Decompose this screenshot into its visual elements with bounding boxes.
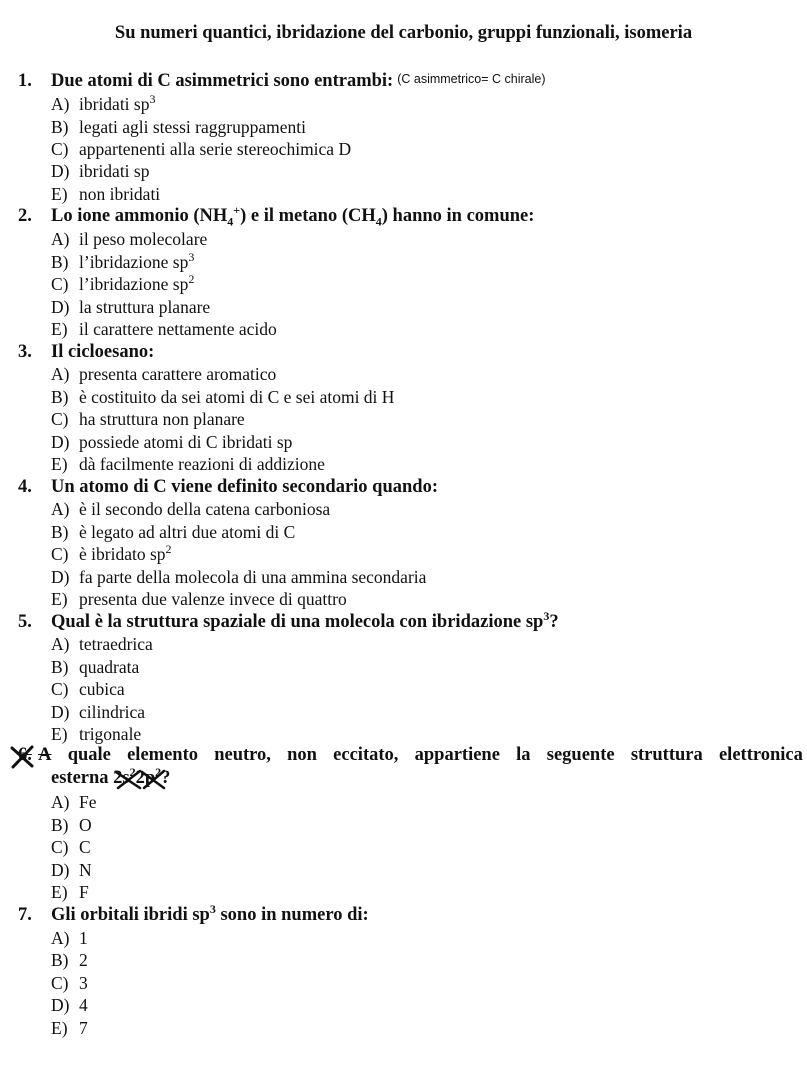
option-2a: A) il peso molecolare bbox=[51, 229, 208, 249]
page-title: Su numeri quantici, ibridazione del carbonio, gruppi funzionali, isomeria bbox=[114, 23, 693, 43]
option-6a: A) Fe bbox=[51, 792, 97, 812]
question-7: 7. Gli orbitali ibridi $sp^3$ sono in numero di: bbox=[18, 901, 369, 925]
option-5a: A) tetraedrica bbox=[51, 634, 153, 654]
option-3a: A) presenta carattere aromatico bbox=[51, 364, 277, 384]
option-7c: C) 3 bbox=[51, 973, 88, 993]
option-6d: D) N bbox=[51, 860, 92, 880]
option-1e: E) non ibridati bbox=[51, 184, 161, 204]
option-6c: C) C bbox=[51, 837, 91, 857]
option-1d: D) ibridati sp bbox=[51, 161, 150, 181]
option-2e: E) il carattere nettamente acido bbox=[51, 319, 277, 339]
handwritten-cross-mark bbox=[8, 744, 38, 770]
option-1a: A) ibridati $sp^3$ bbox=[51, 92, 156, 114]
option-4a: A) è il secondo della catena carboniosa bbox=[51, 499, 331, 519]
option-7a: A) 1 bbox=[51, 928, 88, 948]
option-5d: D) cilindrica bbox=[51, 702, 146, 722]
option-5b: B) quadrata bbox=[51, 657, 140, 677]
option-1c: C) appartenenti alla serie stereochimica D bbox=[51, 139, 352, 159]
option-3d: D) possiede atomi di C ibridati sp bbox=[51, 432, 293, 452]
option-7b: B) 2 bbox=[51, 950, 88, 970]
option-6b: B) O bbox=[51, 815, 92, 835]
question-text: Due atomi di C asimmetrici sono entrambi: bbox=[51, 71, 394, 91]
option-7d: D) 4 bbox=[51, 995, 88, 1015]
option-5c: C) cubica bbox=[51, 679, 125, 699]
question-5: 5. Qual è la struttura spaziale di una molecola con ibridazione $sp^3$? bbox=[18, 608, 559, 632]
option-5e: E) trigonale bbox=[51, 724, 142, 744]
option-6e: E) F bbox=[51, 882, 89, 902]
option-3b: B) è costituito da sei atomi di C e sei atomi di H bbox=[51, 387, 395, 407]
option-1b: B) legati agli stessi raggruppamenti bbox=[51, 117, 306, 137]
question-number: 1. bbox=[18, 71, 32, 91]
question-4: 4. Un atomo di C viene definito secondario quando: bbox=[18, 477, 438, 497]
option-4c: C) è ibridato $sp^2$ bbox=[51, 542, 172, 564]
option-3c: C) ha struttura non planare bbox=[51, 409, 245, 429]
question-note: (C asimmetrico= C chirale) bbox=[397, 72, 546, 86]
option-2c: C) l’ibridazione $sp^2$ bbox=[51, 272, 195, 294]
option-7e: E) 7 bbox=[51, 1018, 88, 1038]
question-number: 6. bbox=[18, 745, 32, 765]
question-3: 3. Il cicloesano: bbox=[18, 342, 155, 362]
option-2b: B) l’ibridazione $sp^3$ bbox=[51, 250, 195, 272]
question-6: 6. A quale elemento neutro, non eccitato, appartiene la seguente struttura elettronica esterna $2s^22p^2$? bbox=[18, 745, 803, 788]
handwritten-scribble bbox=[112, 766, 172, 792]
option-3e: E) dà facilmente reazioni di addizione bbox=[51, 454, 325, 474]
option-4d: D) fa parte della molecola di una ammina secondaria bbox=[51, 567, 427, 587]
question-1 bbox=[18, 71, 546, 92]
option-4b: B) è legato ad altri due atomi di C bbox=[51, 522, 296, 542]
option-4e: E) presenta due valenze invece di quattro bbox=[51, 589, 347, 609]
question-2: 2. Lo ione ammonio $(NH_4^+)$ e il metano $(CH_4)$ hanno in comune: bbox=[18, 202, 535, 229]
option-2d: D) la struttura planare bbox=[51, 297, 211, 317]
